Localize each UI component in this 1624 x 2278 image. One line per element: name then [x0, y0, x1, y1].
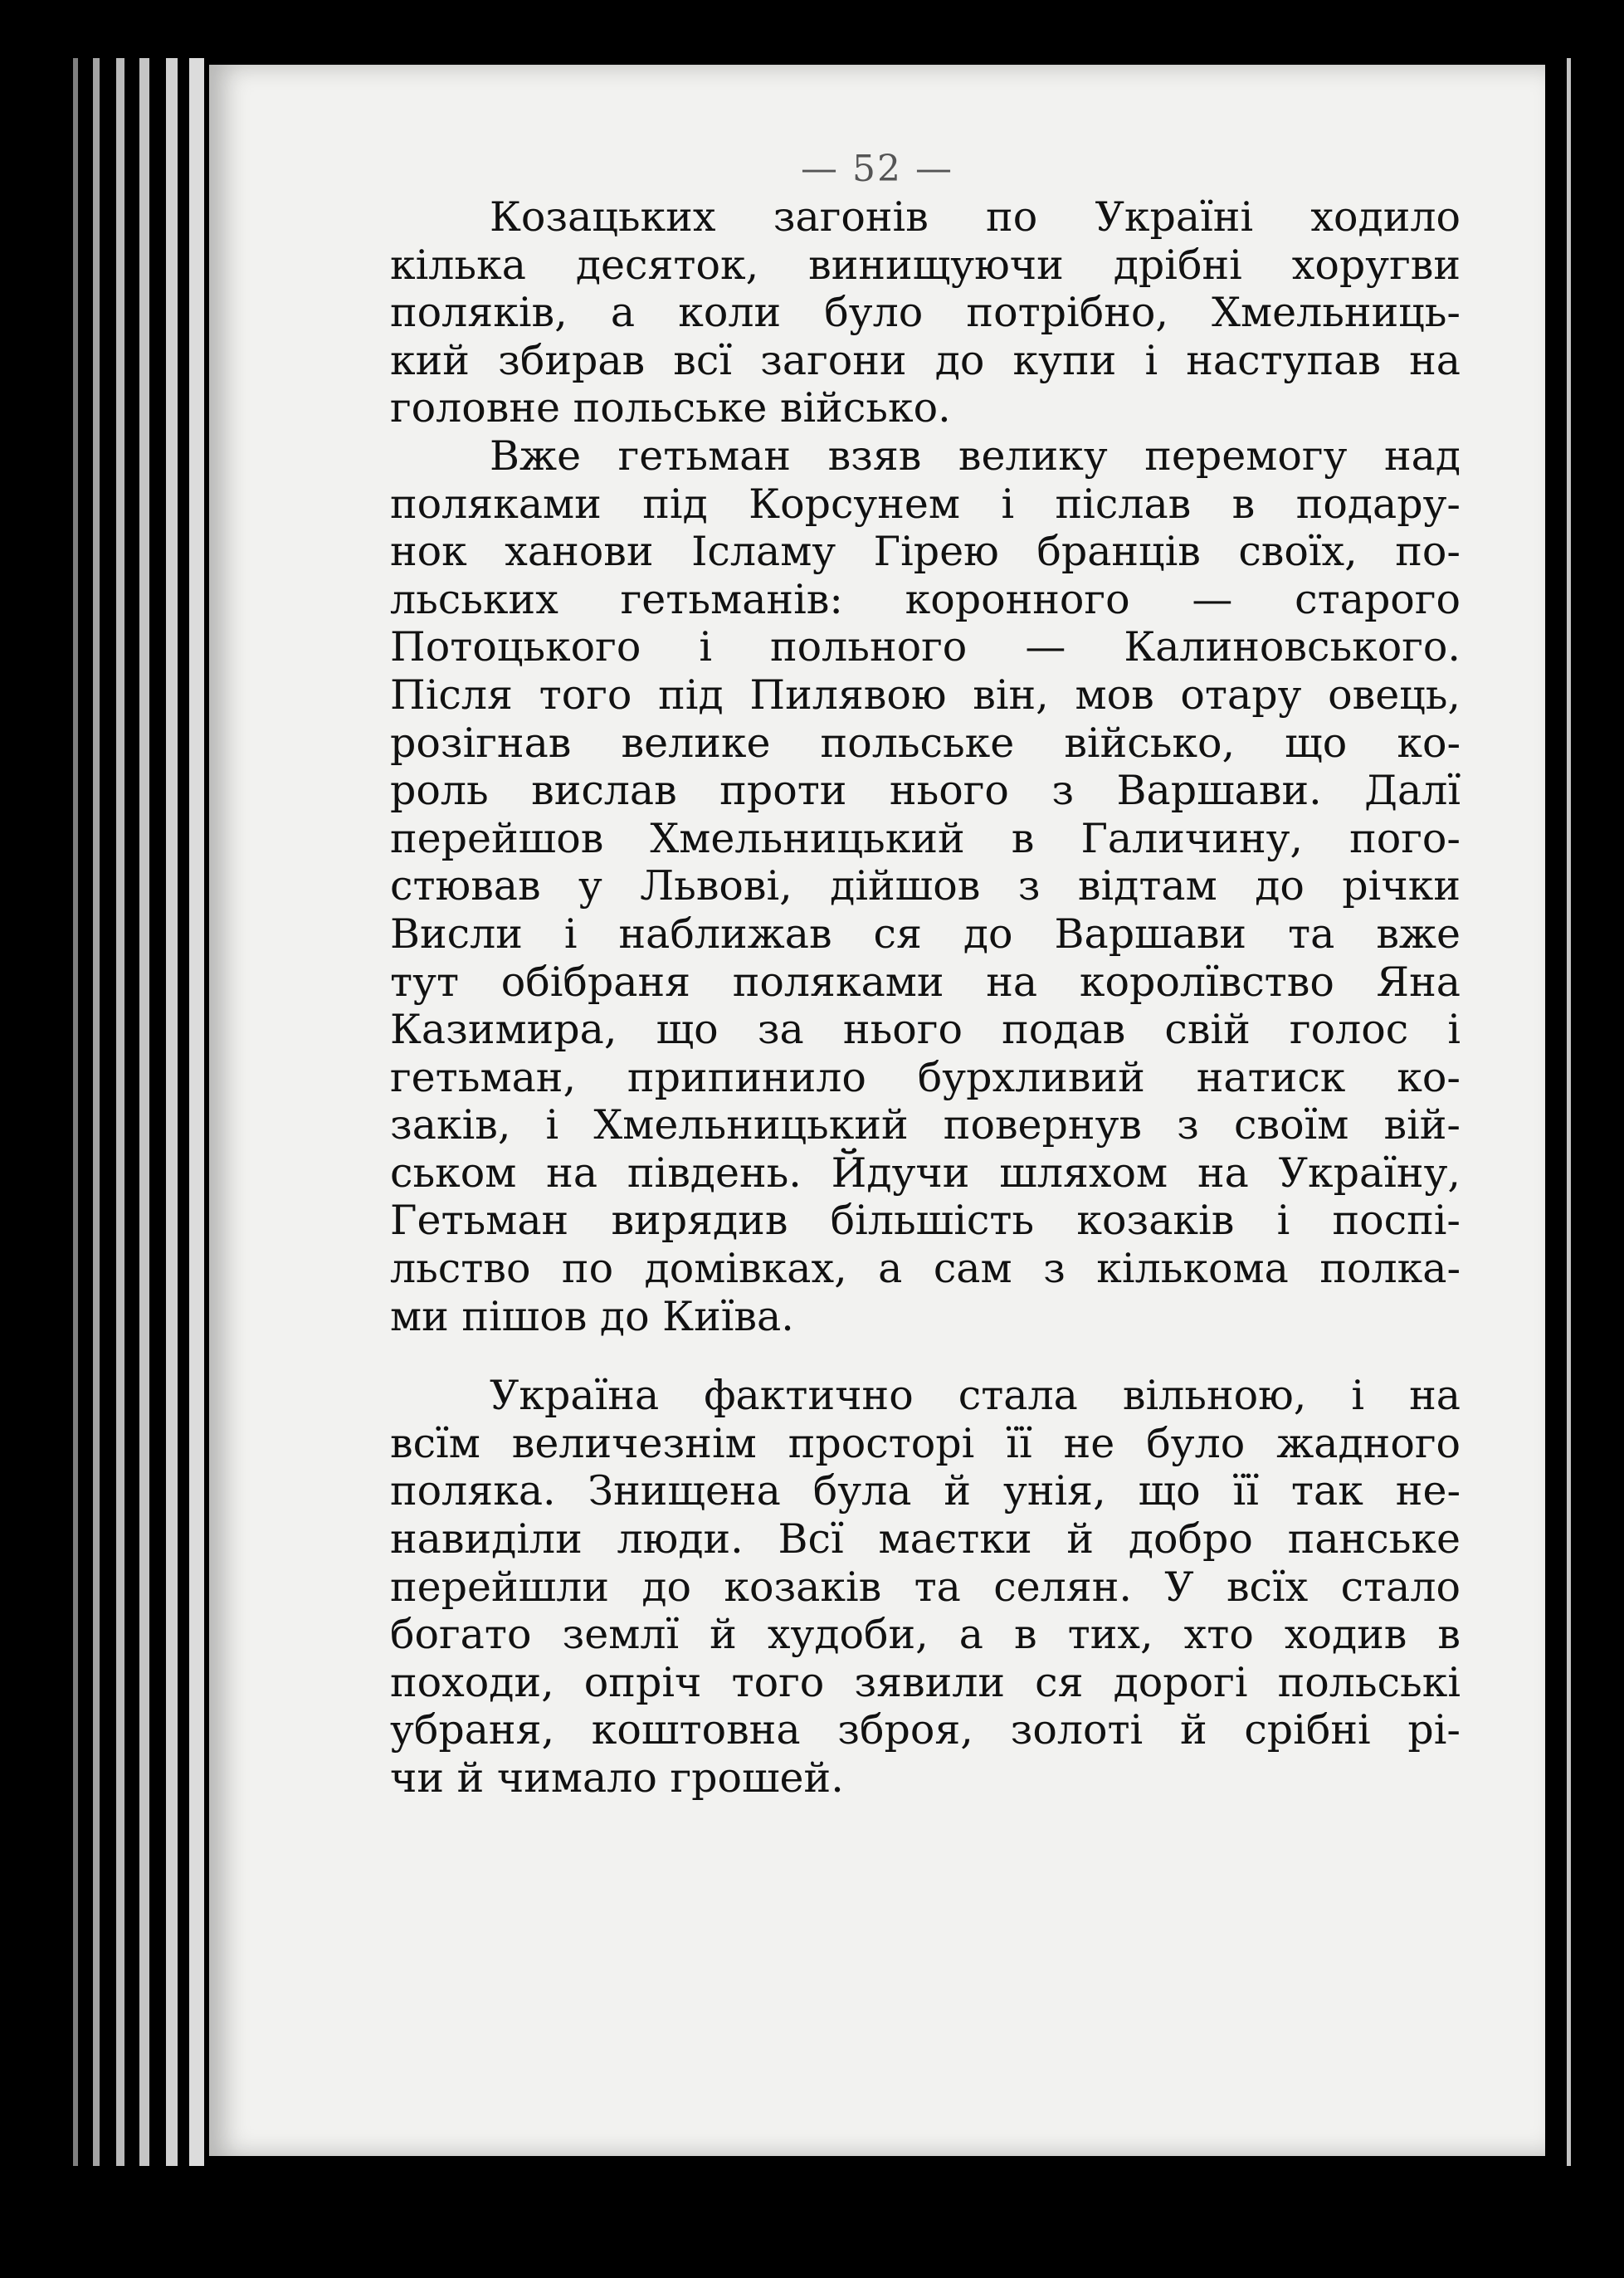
text-line: Висли і наближав ся до Варшави та вже	[390, 910, 1461, 958]
text-line: стював у Львові, дійшов з відтам до річки	[390, 862, 1461, 910]
text-line: ськом на південь. Йдучи шляхом на Україну,	[390, 1149, 1461, 1197]
book-page	[209, 65, 1545, 2156]
text-line: кілька десяток, винищуючи дрібні хоругви	[390, 241, 1461, 289]
text-line: перейшли до козаків та селян. У всїх стало	[390, 1563, 1461, 1611]
text-line: перейшов Хмельницький в Галичину, пого-	[390, 814, 1461, 862]
text-line: тут обібраня поляками на королївство Яна	[390, 958, 1461, 1006]
paragraph-2	[390, 432, 1461, 1340]
right-scan-margin	[1545, 0, 1624, 2278]
text-line: роль вислав проти нього з Варшави. Далї	[390, 767, 1461, 815]
text-line: розігнав велике польське військо, що ко-	[390, 719, 1461, 767]
text-line: гетьман, припинило бурхливий натиск ко-	[390, 1053, 1461, 1101]
text-line: кий збирав всї загони до купи і наступав на	[390, 336, 1461, 384]
paragraph-3	[390, 1372, 1461, 1802]
text-line: всїм величезнім просторі її не було жадного	[390, 1419, 1461, 1467]
text-line: льство по домівках, а сам з кількома полка-	[390, 1245, 1461, 1293]
text-line: Україна фактично стала вільною, і на	[490, 1372, 1461, 1420]
text-line: богато землї й худоби, а в тих, хто ходив в	[390, 1611, 1461, 1659]
text-line: убраня, коштовна зброя, золоті й срібні рі-	[390, 1706, 1461, 1754]
text-line: поляка. Знищена була й унія, що її так не-	[390, 1467, 1461, 1515]
paragraph-1	[390, 193, 1461, 432]
text-line: Козацьких загонів по Україні ходило	[490, 193, 1461, 241]
text-line: ми пішов до Київа.	[390, 1292, 794, 1340]
binding-edge	[93, 58, 100, 2166]
text-line: Після того під Пилявою він, мов отару овець,	[390, 671, 1461, 719]
text-line: головне польське військо.	[390, 384, 951, 432]
text-line: поляками під Корсунем і післав в подару-	[390, 480, 1461, 528]
text-line: нок ханови Ісламу Гірею бранців своїх, по-	[390, 528, 1461, 576]
text-line: Гетьман вирядив більшість козаків і поспі-	[390, 1197, 1461, 1245]
text-line: заків, і Хмельницький повернув з своїм вій-	[390, 1101, 1461, 1149]
text-line: Потоцького і польного — Калиновського.	[390, 623, 1461, 671]
text-line: Казимира, що за нього подав свій голос і	[390, 1006, 1461, 1054]
binding-edge	[189, 58, 204, 2166]
text-line: поляків, а коли було потрібно, Хмельниць-	[390, 289, 1461, 337]
binding-edge	[139, 58, 149, 2166]
page-body	[390, 193, 1461, 1802]
binding-edge	[116, 58, 124, 2166]
text-line: походи, опріч того зявили ся дорогі польські	[390, 1658, 1461, 1706]
text-line: чи й чимало грошей.	[390, 1754, 844, 1802]
binding-edge	[166, 58, 178, 2166]
text-line: навиділи люди. Всї маєтки й добро панське	[390, 1515, 1461, 1563]
page-number: — 52 —	[801, 148, 953, 190]
next-page-edge	[1567, 58, 1571, 2166]
text-line: Вже гетьман взяв велику перемогу над	[490, 432, 1461, 480]
text-line: льських гетьманів: коронного — старого	[390, 575, 1461, 623]
binding-edge	[73, 58, 78, 2166]
